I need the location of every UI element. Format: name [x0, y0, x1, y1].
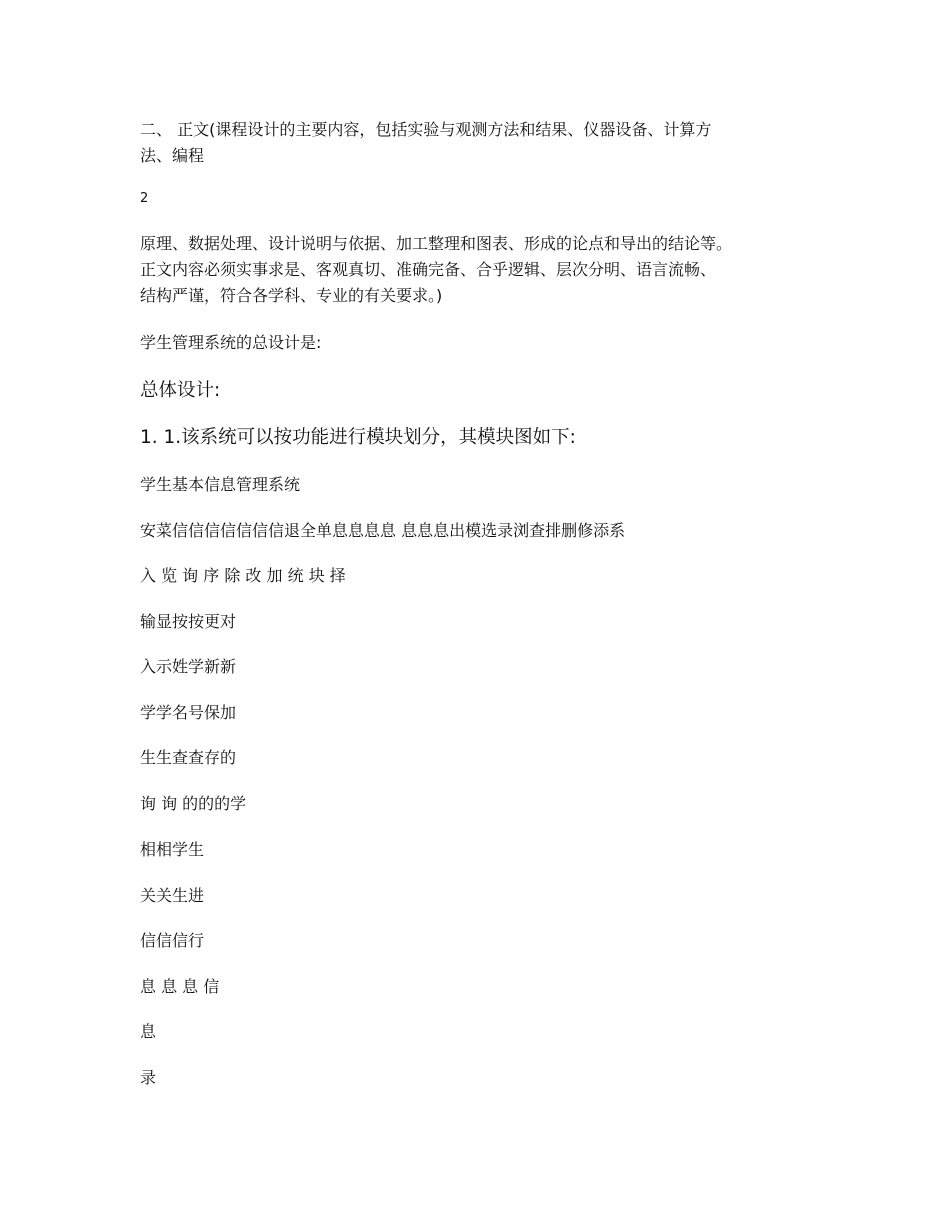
module-row-4: 入示姓学新新	[140, 657, 237, 676]
module-row-2: 入 览 询 序 除 改 加 统 块 择	[140, 566, 346, 585]
module-row-1: 安菜信信信信信信信退全单息息息息 息息息出模选录浏查排删修添系	[140, 521, 626, 540]
body-line-2: 正文内容必须实事求是、客观真切、准确完备、合乎逻辑、层次分明、语言流畅、	[140, 260, 717, 279]
section-heading	[140, 117, 820, 169]
design-intro-text: 学生管理系统的总设计是:	[140, 333, 322, 352]
module-row-13: 录	[140, 1068, 157, 1087]
module-row-7: 询 询 的的的学	[140, 794, 247, 813]
module-row-12: 息	[140, 1022, 157, 1041]
overall-design-heading: 总体设计:	[140, 380, 221, 401]
module-row-6: 生生查查存的	[140, 748, 237, 767]
module-row-9: 关关生进	[140, 886, 205, 905]
body-line-1: 原理、数据处理、设计说明与依据、加工整理和图表、形成的论点和导出的结论等。	[140, 234, 733, 253]
module-division-heading: 1. 1.该系统可以按功能进行模块划分，其模块图如下:	[140, 427, 576, 448]
section-heading-line-2: 法、编程	[140, 146, 205, 165]
page-number: 2	[140, 191, 149, 206]
module-row-11: 息 息 息 信	[140, 977, 220, 996]
body-paragraph	[140, 231, 820, 309]
module-row-5: 学学名号保加	[140, 703, 237, 722]
section-heading-line-1: 二、 正文(课程设计的主要内容，包括实验与观测方法和结果、仪器设备、计算方	[140, 120, 712, 139]
module-row-3: 输显按按更对	[140, 612, 237, 631]
system-title: 学生基本信息管理系统	[140, 475, 301, 494]
module-row-10: 信信信行	[140, 931, 205, 950]
module-row-8: 相相学生	[140, 840, 205, 859]
body-line-3: 结构严谨，符合各学科、专业的有关要求。)	[140, 286, 443, 305]
